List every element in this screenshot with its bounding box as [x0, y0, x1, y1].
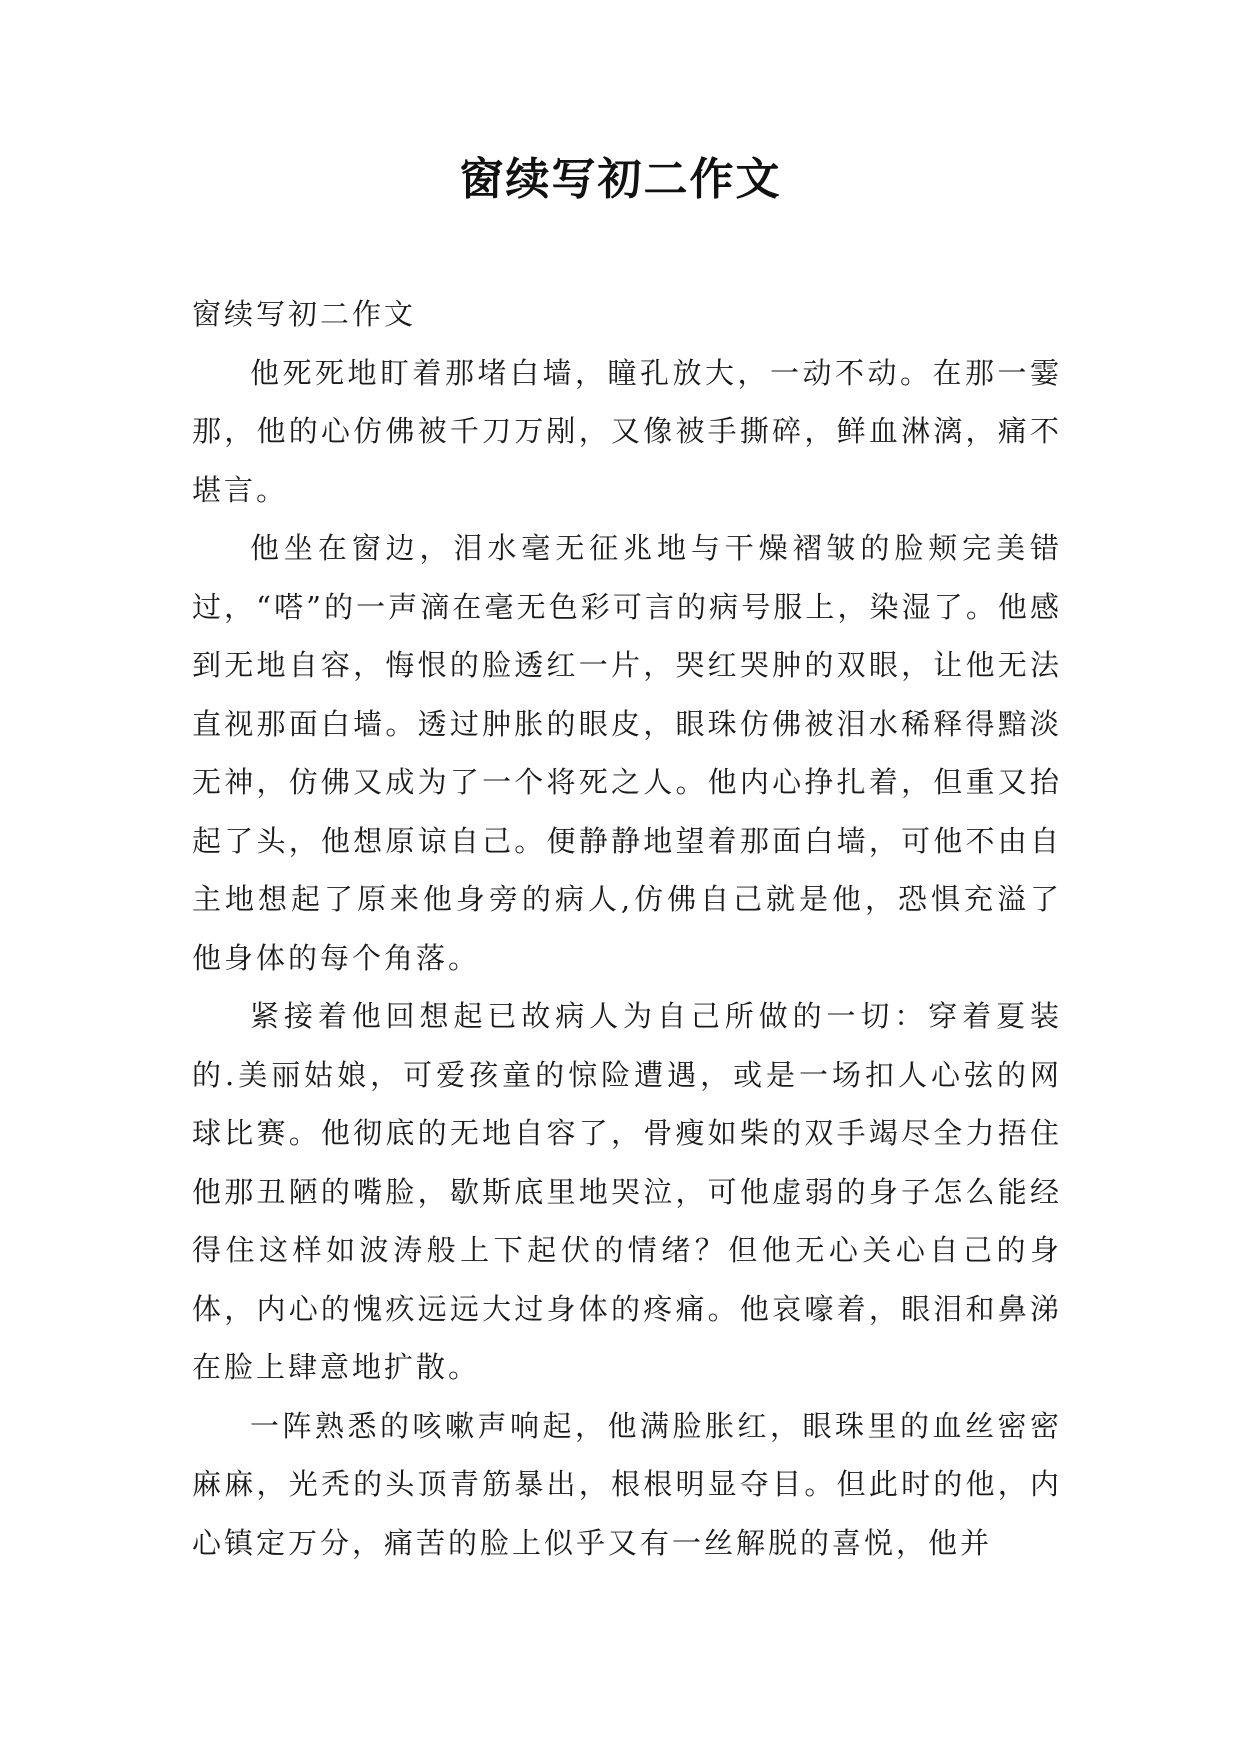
document-title: 窗续写初二作文 — [459, 154, 782, 205]
paragraph-4: 一阵熟悉的咳嗽声响起，他满脸胀红，眼珠里的血丝密密麻麻，光秃的头顶青筋暴出，根根明显夺目。但此时的他，内心镇定万分，痛苦的脸上似乎又有一丝解脱的喜悦，他并 — [192, 1408, 1062, 1560]
document-subtitle: 窗续写初二作文 — [192, 297, 417, 331]
paragraph-3: 紧接着他回想起已故病人为自己所做的一切：穿着夏装的.美丽姑娘，可爱孩童的惊险遭遇，或是一场扣人心弦的网球比赛。他彻底的无地自容了，骨瘦如柴的双手竭尽全力捂住他那丑陋的嘴脸，歇斯底里地哭泣，可他虚弱的身子怎么能经得住这样如波涛般上下起伏的情绪？但他无心关心自己的身体，内心的愧疚远远大过身体的疼痛。他哀嚎着，眼泪和鼻涕在脸上肆意地扩散。 — [192, 999, 1062, 1384]
paragraph-2: 他坐在窗边，泪水毫无征兆地与干燥褶皱的脸颊完美错过，“嗒”的一声滴在毫无色彩可言的病号服上，染湿了。他感到无地自容，悔恨的脸透红一片，哭红哭肿的双眼，让他无法直视那面白墙。透过肿胀的眼皮，眼珠仿佛被泪水稀释得黯淡无神，仿佛又成为了一个将死之人。他内心挣扎着，但重又抬起了头，他想原谅自己。便静静地望着那面白墙，可他不由自主地想起了原来他身旁的病人,仿佛自己就是他，恐惧充溢了他身体的每个角落。 — [192, 531, 1062, 975]
document-body — [192, 285, 1062, 1572]
paragraph-1: 他死死地盯着那堵白墙，瞳孔放大，一动不动。在那一霎那，他的心仿佛被千刀万剐，又像被手撕碎，鲜血淋漓，痛不堪言。 — [192, 355, 1062, 507]
